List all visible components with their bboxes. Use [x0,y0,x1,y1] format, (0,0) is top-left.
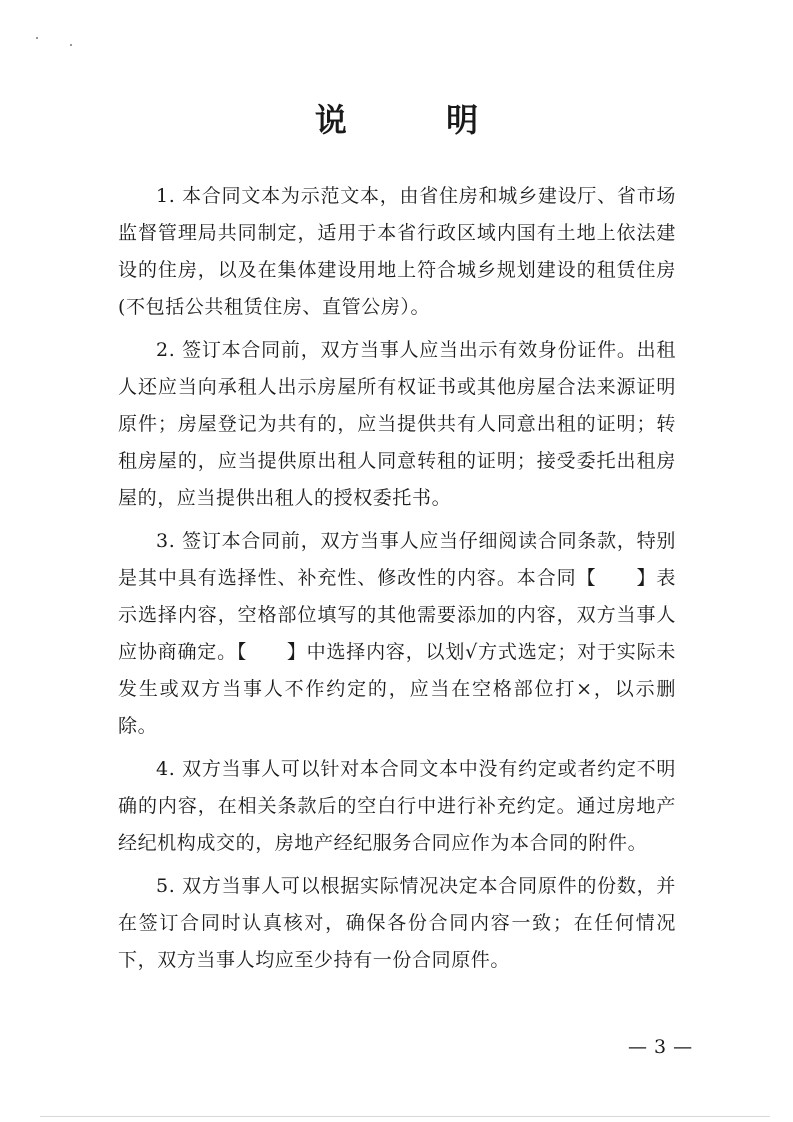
scan-edge-line [40,1116,770,1117]
paragraph-4: 4. 双方当事人可以针对本合同文本中没有约定或者约定不明确的内容，在相关条款后的空白行中进行补充约定。通过房地产经纪机构成交的，房地产经纪服务合同应作为本合同的附件。 [118,758,676,854]
paragraph-2: 2. 签订本合同前，双方当事人应当出示有效身份证件。出租人还应当向承租人出示房屋所有权证书或其他房屋合法来源证明原件；房屋登记为共有的，应当提供共有人同意出租的证明；转租房屋的，应当提供原出租人同意转租的证明；接受委托出租房屋的，应当提供出租人的授权委托书。 [118,339,676,509]
page-title: 说 明 [314,101,523,139]
paragraph-1: 1. 本合同文本为示范文本，由省住房和城乡建设厅、省市场监督管理局共同制定，适用于本省行政区域内国有土地上依法建设的住房，以及在集体建设用地上符合城乡规划建设的租赁住房(不包括公共租赁住房、直管公房）。 [118,185,676,318]
scan-speck [36,37,38,39]
scan-speck [70,44,72,46]
paragraph-5: 5. 双方当事人可以根据实际情况决定本合同原件的份数，并在签订合同时认真核对，确保各份合同内容一致；在任何情况下，双方当事人均应至少持有一份合同原件。 [118,875,676,971]
document-body [118,178,676,985]
paragraph-3: 3. 签订本合同前，双方当事人应当仔细阅读合同条款，特别是其中具有选择性、补充性、修改性的内容。本合同【 】表示选择内容，空格部位填写的其他需要添加的内容，双方当事人应协商确定。【 】中选择内容，以划√方式选定；对于实际未发生或双方当事人不作约定的，应当在空格部位打×，以示删除。 [118,530,676,737]
page-number: — 3 — [628,1036,693,1058]
